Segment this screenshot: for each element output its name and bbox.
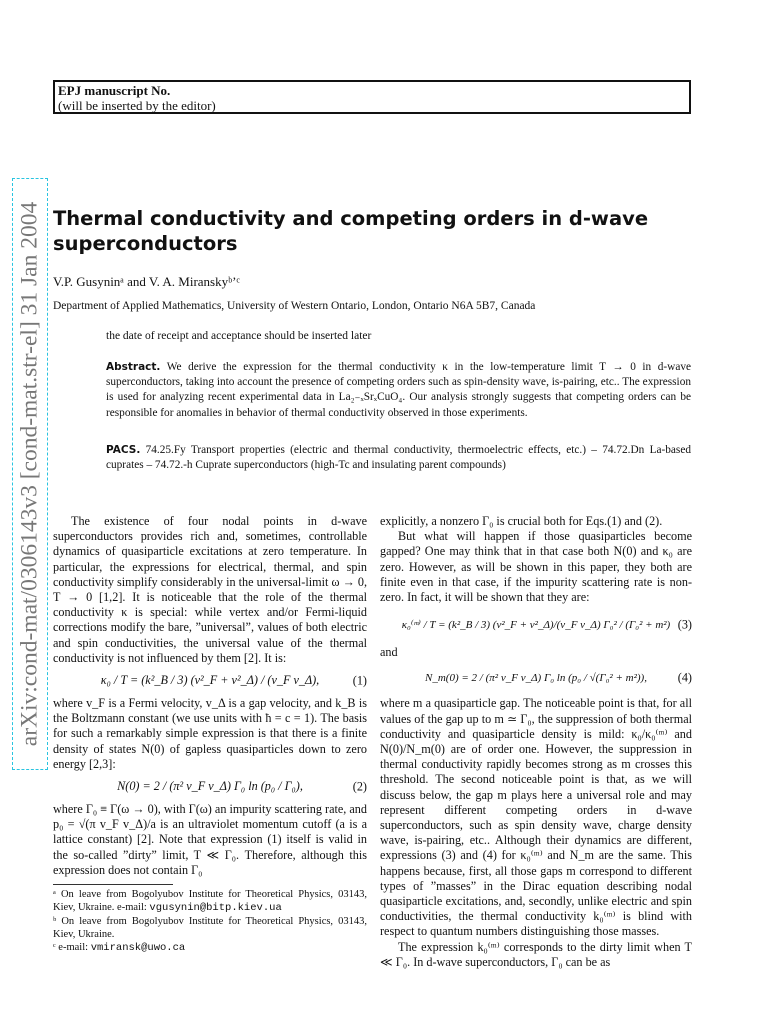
footnote-text: ᶜ e-mail:	[53, 942, 89, 954]
connective: and	[380, 645, 398, 660]
equation-body: κ₀ / T = (k²_B / 3) (v²_F + v²_Δ) / (v_F v_Δ),	[100, 673, 320, 688]
equation-body: N_m(0) = 2 / (π² v_F v_Δ) Γ₀ ln (p₀ / √(Γ₀² + m²)),	[425, 671, 647, 684]
editor-note: (will be inserted by the editor)	[58, 98, 216, 113]
equation-3	[380, 605, 692, 645]
abstract-label: Abstract.	[106, 361, 161, 373]
footnote-b: ᵇ On leave from Bogolyubov Institute for Theoretical Physics, 03143, Kiev, Ukraine.	[53, 916, 367, 941]
footnote-a	[53, 888, 367, 915]
title-line-2: superconductors	[53, 232, 238, 255]
affiliation: Department of Applied Mathematics, University of Western Ontario, London, Ontario N6A 5B7, Canada	[53, 300, 536, 312]
paper-title	[53, 206, 703, 256]
equation-number: (2)	[352, 779, 367, 794]
manuscript-label: EPJ manuscript No.	[58, 83, 171, 98]
paragraph: where v_F is a Fermi velocity, v_Δ is a gap velocity, and k_B is the Boltzmann constant (we use units with ħ = c = 1). The basis for such a remarkably simple expression is that there is a finite density of states N(0) of gapless quasiparticles down to zero energy [2,3]:	[53, 696, 367, 771]
footnote-rule	[53, 884, 173, 885]
abstract-text: We derive the expression for the thermal conductivity κ in the low-temperature limit T → 0 in d-wave superconductors, taking into account the presence of competing orders such as spin-density wave, is-pairing, etc.. The expression is used for analyzing recent experimental data in La₂₋ₓSrₓCuO₄. Our analysis strongly suggests that competing orders can be responsible for anomalies in behavior of thermal conductivity observed in those experiments.	[106, 361, 691, 419]
equation-number: (4)	[677, 670, 692, 685]
footnote-text: ᵃ On leave from Bogolyubov Institute for Theoretical Physics, 03143, Kiev, Ukraine. e-mail:	[53, 889, 367, 914]
paragraph: where Γ₀ ≡ Γ(ω → 0), with Γ(ω) an impurity scattering rate, and p₀ = √(π v_F v_Δ)/a is an ultraviolet momentum cutoff (a is a lattice constant) [2]. Note that expression (1) itself is valid in the so-called ”dirty” limit, T ≪ Γ₀. Therefore, although this expression does not contain Γ₀	[53, 802, 367, 877]
paragraph: explicitly, a nonzero Γ₀ is crucial both for Eqs.(1) and (2).	[380, 514, 663, 528]
arxiv-side-stamp	[12, 178, 48, 770]
equation-body: N(0) = 2 / (π² v_F v_Δ) Γ₀ ln (p₀ / Γ₀),	[117, 779, 303, 794]
pacs-text: 74.25.Fy Transport properties (electric and thermal conductivity, thermoelectric effects, etc.) – 74.72.Dn La-based cuprates – 74.72.-h Cuprate superconductors (high-Tc and insulating parent compounds)	[106, 444, 691, 472]
receipt-note: the date of receipt and acceptance should be inserted later	[106, 330, 372, 342]
paragraph: But what will happen if those quasiparticles become gapped? One may think that in that case both N(0) and κ₀ are zero. However, as will be shown in this paper, they both are finite even in that case, if the impurity scattering rate is non-zero. In fact, it will be shown that they are:	[380, 529, 692, 605]
paragraph: The existence of four nodal points in d-wave superconductors provides rich and, sometimes, controllable dynamics of quasiparticle excitations at zero temperature. In particular, the expressions for electrical, thermal, and spin conductivity simplify considerably in the universal-limit ω → 0, T → 0 [1,2]. It is noticeable that the role of the thermal conductivity κ is special: while vertex and/or Fermi-liquid corrections modify the bare, ”universal”, values of both electric and spin conductivities, the universal value of the thermal conductivity is not influenced by them [2]. It is:	[53, 514, 367, 665]
equation-2	[53, 772, 367, 802]
equation-body: κ₀⁽ᵐ⁾ / T = (k²_B / 3) (v²_F + v²_Δ)/(v_F v_Δ) Γ₀² / (Γ₀² + m²)	[401, 618, 671, 631]
equation-1	[53, 666, 367, 696]
email-link[interactable]: vmiransk@uwo.ca	[90, 942, 186, 955]
right-column	[380, 514, 692, 970]
arxiv-identifier: arXiv:cond-mat/0306143v3 [cond-mat.str-el] 31 Jan 2004	[16, 201, 43, 747]
pacs-label: PACS.	[106, 444, 141, 456]
paragraph: The expression k₀⁽ᵐ⁾ corresponds to the dirty limit when T ≪ Γ₀. In d-wave superconductors, Γ₀ can be as	[380, 939, 692, 969]
equation-number: (1)	[352, 673, 367, 688]
left-column	[53, 514, 367, 955]
equation-4	[380, 660, 692, 696]
equation-number: (3)	[677, 617, 692, 632]
pacs	[106, 443, 691, 473]
footnote-c	[53, 941, 367, 955]
paragraph: where m a quasiparticle gap. The noticeable point is that, for all values of the gap up to m ≃ Γ₀, the suppression of both thermal conductivity and quasiparticle density is mild: κ₀/κ₀⁽ᵐ⁾ and N(0)/N_m(0) are of order one. However, the suppression in thermal conductivity rapidly becomes strong as m crosses this threshold. The second noticeable point is that, as we will discuss below, the gap m plays here a universal role and may represent different competing orders in d-wave superconductors, such as spin density wave, charge density wave, is-pairing, etc.. Although their dynamics are different, expressions (3) and (4) for κ₀⁽ᵐ⁾ and N_m are the same. This happens because, first, all those gaps m correspond to different types of ”masses” in the Dirac equation describing nodal quasiparticle excitations, and, secondly, unlike electric and spin conductivities, the thermal conductivity k₀⁽ᵐ⁾ is blind with respect to quantum numbers distinguishing those masses.	[380, 696, 692, 939]
abstract	[106, 360, 691, 421]
authors: V.P. Gusyninᵃ and V. A. Miranskyᵇʼᶜ	[53, 274, 240, 289]
manuscript-header-box	[53, 80, 691, 114]
email-link[interactable]: vgusynin@bitp.kiev.ua	[149, 902, 282, 915]
title-line-1: Thermal conductivity and competing orders in d-wave	[53, 207, 649, 230]
